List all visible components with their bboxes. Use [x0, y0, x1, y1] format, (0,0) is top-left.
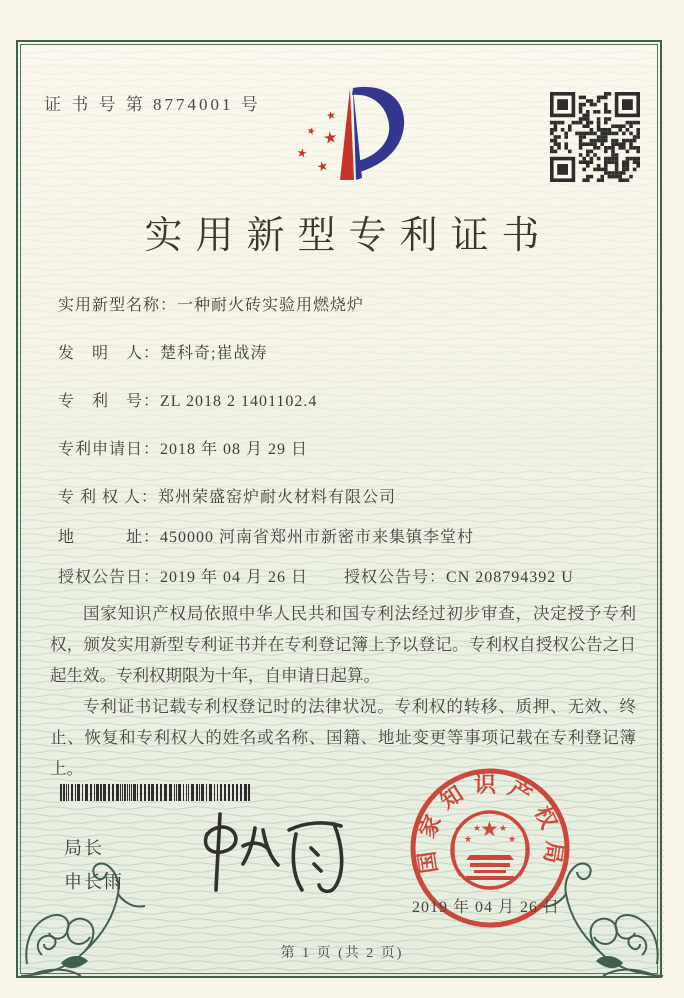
field-value: 楚科奇;崔战涛	[160, 345, 268, 362]
svg-text:★: ★	[499, 824, 508, 834]
svg-text:★: ★	[315, 158, 331, 176]
svg-text:★: ★	[295, 145, 309, 161]
cnipa-logo	[282, 78, 432, 192]
field-address	[58, 524, 628, 547]
field-label: 专利申请日：	[58, 441, 161, 458]
field-value: 一种耐火砖实验用燃烧炉	[177, 297, 365, 314]
field-label: 发 明 人：	[58, 345, 161, 362]
page-number: 第 1 页 (共 2 页)	[280, 946, 404, 961]
field-inventor	[58, 340, 628, 363]
legal-text	[50, 598, 636, 784]
legal-paragraph-1: 国家知识产权局依照中华人民共和国专利法经过初步审查，决定授予专利权，颁发实用新型专利证书并在专利登记簿上予以登记。专利权自授权公告之日起生效。专利权期限为十年，自申请日起算。	[50, 604, 636, 685]
field-value: CN 208794392 U	[446, 569, 574, 586]
field-value: 郑州荣盛窑炉耐火材料有限公司	[158, 489, 397, 506]
seal-date: 2019 年 04 月 26 日	[412, 899, 561, 916]
field-value: ZL 2018 2 1401102.4	[160, 393, 318, 410]
svg-text:★: ★	[508, 835, 517, 845]
director-name: 申长雨	[64, 872, 124, 892]
legal-paragraph-2: 专利证书记载专利权登记时的法律状况。专利权的转移、质押、无效、终止、恢复和专利权人的姓名或名称、国籍、地址变更等事项记载在专利登记簿上。	[50, 697, 636, 778]
barcode	[60, 784, 252, 801]
field-patent-number	[58, 388, 628, 411]
field-label: 地 址：	[58, 529, 161, 546]
field-label: 专 利 号：	[58, 393, 161, 410]
field-grant-row	[58, 564, 628, 587]
svg-text:★: ★	[464, 835, 473, 845]
field-label: 授权公告号：	[344, 569, 447, 586]
field-value: 450000 河南省郑州市新密市来集镇李堂村	[160, 529, 475, 546]
seal-text-arc: 国家知识产权局	[412, 771, 568, 876]
field-label: 实用新型名称：	[58, 297, 178, 314]
certificate-number: 证 书 号 第 8774001 号	[44, 95, 261, 114]
svg-text:★: ★	[305, 125, 317, 139]
field-value: 2018 年 08 月 29 日	[160, 441, 309, 458]
field-filing-date	[58, 436, 628, 459]
director-handwritten-signature-icon	[183, 808, 353, 896]
emblem-stars	[464, 817, 516, 845]
field-grant-date	[58, 564, 344, 587]
svg-text:★: ★	[480, 817, 499, 841]
certificate-title: 实用新型专利证书	[144, 215, 553, 257]
field-grant-number	[344, 564, 574, 587]
field-label: 专 利 权 人：	[58, 489, 159, 506]
seal-national-emblem	[452, 812, 528, 888]
logo-red-wedge	[340, 88, 354, 180]
field-patentee	[58, 484, 628, 507]
svg-text:★: ★	[324, 108, 338, 123]
svg-text:★: ★	[473, 824, 482, 834]
field-value: 2019 年 04 月 26 日	[160, 569, 309, 586]
field-utility-model-name	[58, 292, 628, 315]
logo-stars	[295, 108, 338, 176]
field-label: 授权公告日：	[58, 569, 161, 586]
director-title: 局长	[64, 838, 104, 858]
qr-code	[550, 92, 640, 182]
svg-text:★: ★	[321, 127, 339, 148]
